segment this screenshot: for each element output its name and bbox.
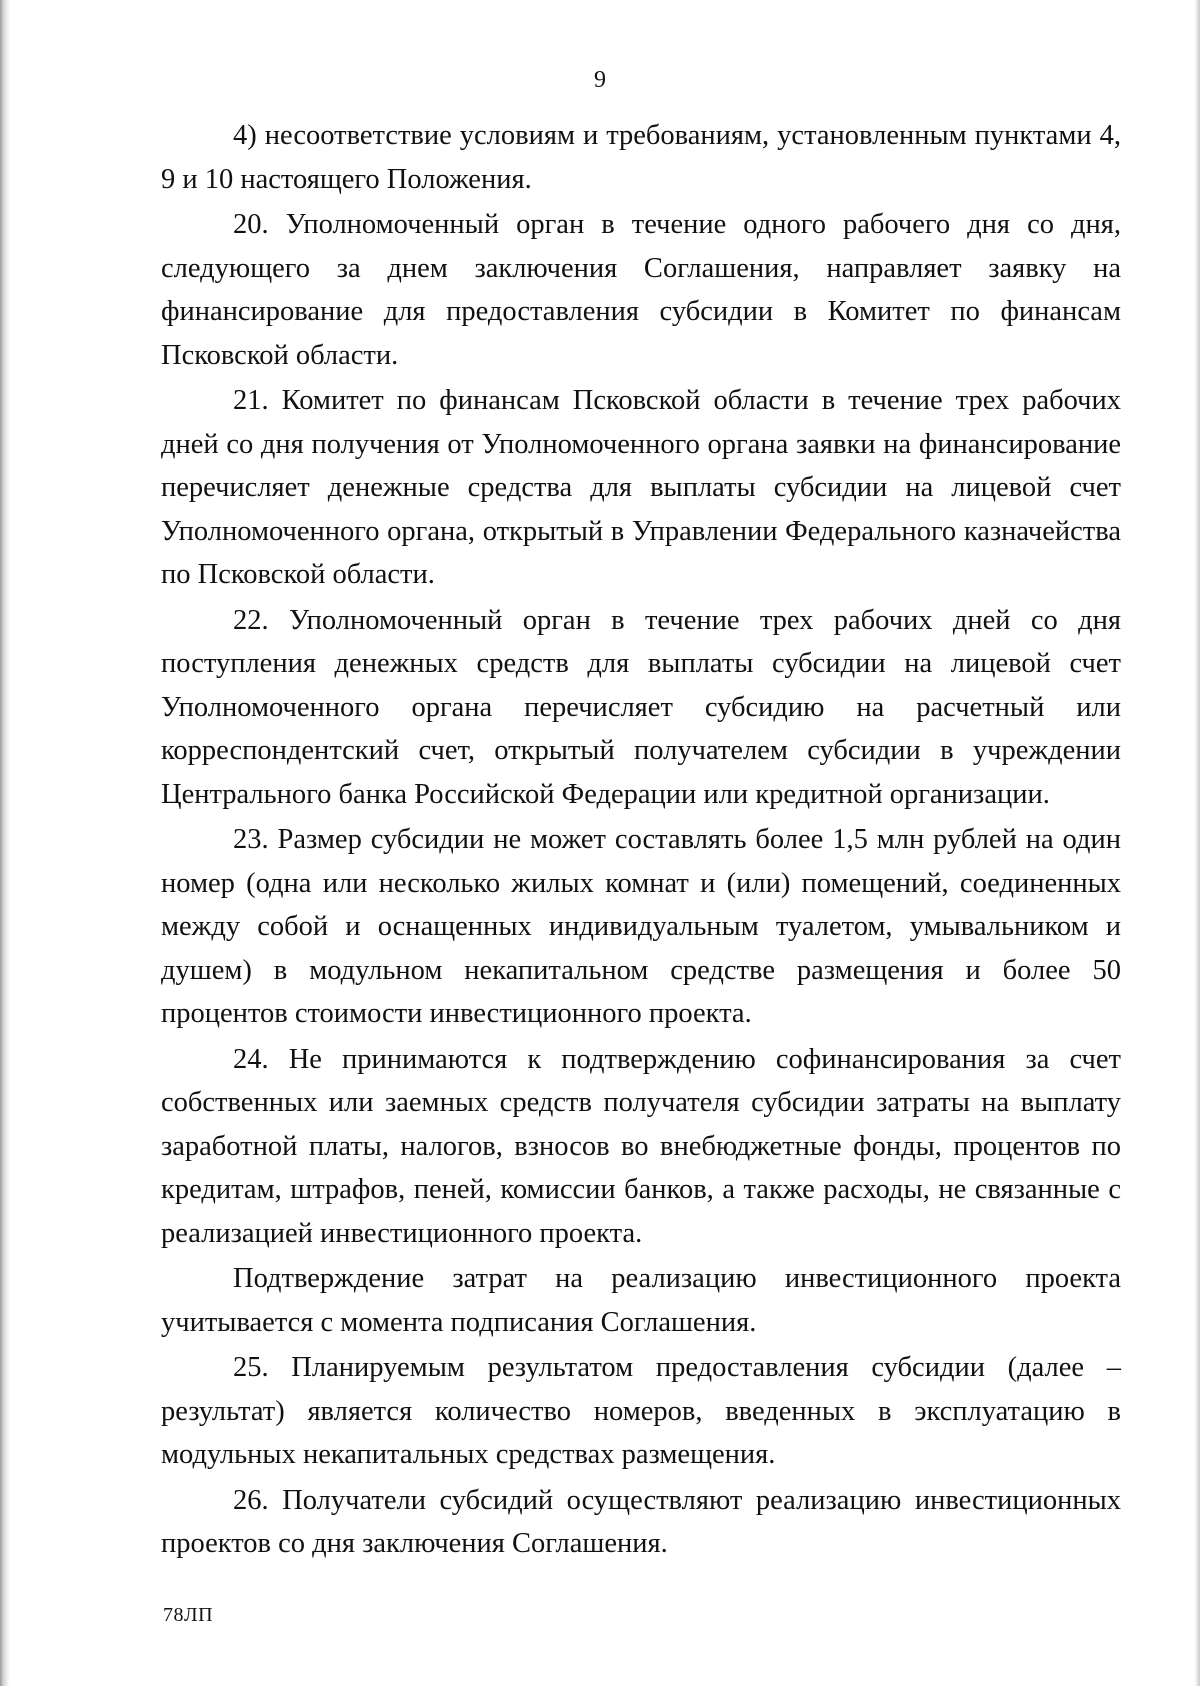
document-code: 78ЛП: [163, 1604, 214, 1626]
paragraph-24-cost-confirmation: Подтверждение затрат на реализацию инвестиционного проекта учитывается с момента подписания Соглашения.: [161, 1263, 1121, 1338]
paragraph-21: 21. Комитет по финансам Псковской области в течение трех рабочих дней со дня получения от Уполномоченного органа заявки на финансирование перечисляет денежные средства для выплаты субсидии на лицевой счет Уполномоченного органа, открытый в Управлении Федерального казначейства по Псковской области.: [161, 385, 1121, 590]
paragraph-25: 25. Планируемым результатом предоставления субсидии (далее – результат) является количество номеров, введенных в эксплуатацию в модульных некапитальных средствах размещения.: [161, 1352, 1121, 1470]
scan-edge-left: [0, 0, 10, 1686]
paragraph-22: 22. Уполномоченный орган в течение трех рабочих дней со дня поступления денежных средств для выплаты субсидии на лицевой счет Уполномоченного органа перечисляет субсидию на расчетный или корреспондентский счет, открытый получателем субсидии в учреждении Центрального банка Российской Федерации или кредитной организации.: [161, 604, 1121, 810]
paragraph-26: 26. Получатели субсидий осуществляют реализацию инвестиционных проектов со дня заключения Соглашения.: [161, 1484, 1121, 1559]
paragraph-20: 20. Уполномоченный орган в течение одного рабочего дня со дня, следующего за днем заключения Соглашения, направляет заявку на финансирование для предоставления субсидии в Комитет по финансам Псковской области.: [161, 209, 1121, 371]
paragraph-item-4: 4) несоответствие условиям и требованиям, установленным пунктами 4, 9 и 10 настоящего Положения.: [161, 120, 1121, 195]
scan-edge-right: [1194, 0, 1200, 1686]
paragraph-23: 23. Размер субсидии не может составлять более 1,5 млн рублей на один номер (одна или несколько жилых комнат и (или) помещений, соединенных между собой и оснащенных индивидуальным туалетом, умывальником и душем) в модульном некапитальном средстве размещения и более 50 процентов стоимости инвестиционного проекта.: [161, 824, 1121, 1029]
page-number: 9: [594, 67, 606, 93]
paragraph-24: 24. Не принимаются к подтверждению софинансирования за счет собственных или заемных средств получателя субсидии затраты на выплату заработной платы, налогов, взносов во внебюджетные фонды, процентов по кредитам, штрафов, пеней, комиссии банков, а также расходы, не связанные с реализацией инвестиционного проекта.: [161, 1043, 1121, 1249]
document-body: [161, 114, 1121, 1566]
